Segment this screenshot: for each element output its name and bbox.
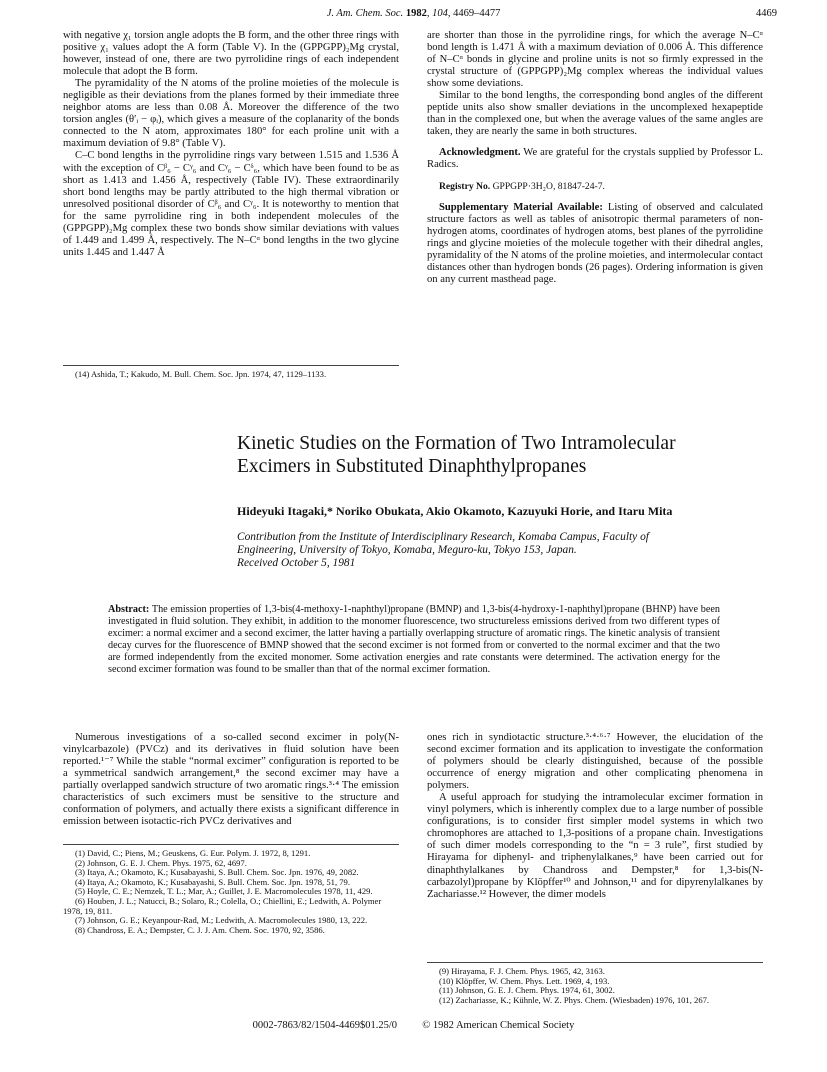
- paragraph: The pyramidality of the N atoms of the proline moieties of the molecule is negligible as their deviations from the planes formed by their immediate three neighbor atoms are less than 0.08 Å. Moreover the difference of the two torsion angles (θ′ᵢ − φᵢ), which gives a measure of the coplanarity of the bonds connected to the N atom, approximates 180° for each proline unit with a maximum deviation of 9.8° (Table V).: [63, 78, 399, 150]
- body-left-column: [63, 732, 399, 828]
- title-line: Kinetic Studies on the Formation of Two Intramolecular: [237, 433, 676, 454]
- footnote: (10) Klöpffer, W. Chem. Phys. Lett. 1969, 4, 193.: [439, 975, 610, 986]
- footnote: (6) Houben, J. L.; Natucci, B.; Solaro, R.; Colella, O.; Chiellini, E.; Ledwith, A. Polymer 1978, 19, 811.: [63, 895, 382, 916]
- price-code: 0002-7863/82/1504-4469$01.25/0: [252, 1020, 398, 1031]
- footnote: (2) Johnson, G. E. J. Chem. Phys. 1975, 62, 4697.: [75, 857, 247, 868]
- footnote: (8) Chandross, E. A.; Dempster, C. J. J. Am. Chem. Soc. 1970, 92, 3586.: [75, 924, 325, 935]
- supplementary-text: Listing of observed and calculated structure factors as well as tables of anisotropic thermal parameters of non-hydrogen atoms, coordinates of hydrogen atoms, best planes of the pyrrolidine rings and glycine moieties of the molecule together with their dihedral angles, pyramidality of the N atoms of the proline moieties, and intermolecular contact distances other than hydrogen bonds (26 pages). Ordering information is given on any current masthead page.: [427, 201, 763, 285]
- affiliation-line: Engineering, University of Tokyo, Komaba, Meguro-ku, Tokyo 153, Japan.: [237, 544, 577, 556]
- abstract-text: The emission properties of 1,3-bis(4-methoxy-1-naphthyl)propane (BMNP) and 1,3-bis(4-hydroxy-1-naphthyl)propane (BHNP) have been investigated in fluid solution. They exhibit, in addition to the monomer fluorescence, two structureless emissions derived from two different types of excimer: a normal excimer and a second excimer, the latter having a partially overlapping structure of aromatic rings. The kinetic analysis of transient decay curves for the fluorescence of BMNP showed that the second excimer is not formed from or converted to the normal excimer and that the two are formed independently from the excited monomer. Some activation energies and rate constants were determined. The activation energy for the second excimer formation was found to be smaller than that of the normal excimer formation.: [108, 604, 720, 675]
- supplementary-label: Supplementary Material Available:: [439, 201, 603, 213]
- acknowledgment-text: We are grateful for the crystals supplied by Professor L. Radics.: [427, 147, 763, 171]
- registry-number: [427, 181, 763, 193]
- acknowledgment: [427, 147, 763, 171]
- footnotes-right: [427, 967, 763, 1005]
- paragraph: A useful approach for studying the intramolecular excimer formation in vinyl polymers, which is inherently complex due to a large number of possible configurations, is to consider first simpler model systems in which two chromophores are attached to 1,3-positions of a propane chain. Investigations of such dimer models corresponding to the “n = 3 rule”, first studied by Hirayama for diphenyl- and triphenylalkanes,⁹ have been carried out for dinaphthylalkanes by Chandross and Dempster,⁸ for 1,3-bis(N-carbazolyl)propane by Klöpffer¹⁰ and Johnson,¹¹ and for dipyrenylalkanes by Zachariasse.¹² However, the dimer models: [427, 792, 763, 900]
- page-number: 4469: [756, 8, 777, 19]
- footnote: (1) David, C.; Piens, M.; Geuskens, G. Eur. Polym. J. 1972, 8, 1291.: [75, 848, 311, 858]
- paragraph: with negative χ₁ torsion angle adopts the B form, and the other three rings with positive χ₁ values adopt the A form (Table V). In the (GPPGPP)₂Mg crystal, however, instead of one, there are two pyrrolidine rings of each independent molecule that adopt the B form.: [63, 30, 399, 78]
- registry-text: GPPGPP·3H₂O, 81847-24-7.: [492, 180, 605, 192]
- paragraph: Similar to the bond lengths, the corresponding bond angles of the different peptide units also show smaller deviations in the uncomplexed hexapeptide than in the complexed one, but when the average values of the same angles are taken, they are nearly the same in both structures.: [427, 90, 763, 138]
- journal-name: J. Am. Chem. Soc.: [326, 8, 404, 19]
- prev-article-right-column: [427, 30, 763, 286]
- footnote-divider: [63, 365, 399, 366]
- paragraph: Numerous investigations of a so-called second excimer in poly(N-vinylcarbazole) (PVCz) and its derivatives in fluid solution have been reported.¹⁻⁷ While the stable “normal excimer” configuration is reported to be a symmetrical sandwich arrangement,⁸ the second excimer may have a partially overlapped sandwich structure of two aromatic rings.³·⁴ The emission characteristics of such excimers must be sensitive to the structure and conformation of polymers, and actually there exists a significant difference in emission between isotactic-rich PVCz derivatives and: [63, 732, 399, 828]
- paragraph: ones rich in syndiotactic structure.³·⁴·⁶·⁷ However, the elucidation of the second excimer formation and its application to investigate the conformation of polymers should be clearly distinguished, because of the possible occurrence of energy migration and other complicating phenomena in polymers.: [427, 732, 763, 792]
- footnote: (3) Itaya, A.; Okamoto, K.; Kusabayashi, S. Bull. Chem. Soc. Jpn. 1976, 49, 2082.: [75, 867, 359, 878]
- footnote: (14) Ashida, T.; Kakudo, M. Bull. Chem. Soc. Jpn. 1974, 47, 1129–1133.: [75, 369, 327, 379]
- footnote-divider: [427, 962, 763, 963]
- footnote: (5) Hoyle, C. E.; Nemzek, T. L.; Mar, A.; Guillet, J. E. Macromolecules 1978, 11, 429.: [75, 886, 373, 897]
- footnote: (9) Hirayama, F. J. Chem. Phys. 1965, 42, 3163.: [439, 966, 605, 976]
- copyright: © 1982 American Chemical Society: [422, 1020, 575, 1031]
- journal-year: 1982: [405, 8, 427, 19]
- affiliation-line: Contribution from the Institute of Interdisciplinary Research, Komaba Campus, Faculty of: [237, 531, 649, 543]
- abstract: [108, 604, 720, 676]
- footnote: (12) Zachariasse, K.; Kühnle, W. Z. Phys. Chem. (Wiesbaden) 1976, 101, 267.: [439, 994, 710, 1005]
- author-list: Hideyuki Itagaki,* Noriko Obukata, Akio Okamoto, Kazuyuki Horie, and Itaru Mita: [237, 504, 673, 518]
- paragraph: are shorter than those in the pyrrolidine rings, for which the average N–Cᵅ bond length is 1.471 Å with a maximum deviation of 0.006 Å. This difference of N–Cᵅ bonds in glycine and proline units is not so firmly expressed in the crystal structure of (GPPGPP)₂Mg complex whereas the individual values show some deviations.: [427, 30, 763, 90]
- footnote-divider: [63, 844, 399, 845]
- registry-label: Registry No.: [439, 180, 491, 192]
- received-date: Received October 5, 1981: [237, 557, 356, 569]
- article-title: [237, 432, 797, 478]
- journal-volume: 104: [432, 8, 448, 19]
- footnotes-left: [63, 849, 399, 935]
- acknowledgment-label: Acknowledgment.: [439, 147, 521, 159]
- paragraph: C–C bond lengths in the pyrrolidine rings vary between 1.515 and 1.536 Å with the exception of Cᵝ₆ − Cᵞ₆ and Cᵞ₆ − Cᵟ₆, which have been found to be as short as 1.413 and 1.456 Å, respectively (Table IV). These extraordinarily short bond lengths may be partly attributed to the high thermal vibration or unresolved positional disorder of Cᵝ₆ and Cᵞ₆. It is noteworthy to mention that for the same pyrrolidine ring in both independent molecules of the (GPPGPP)₂Mg complex these two bonds show similar deviations with values of 1.449 and 1.499 Å, respectively. The N–Cᵅ bond lengths in the two glycine units 1.445 and 1.447 Å: [63, 150, 399, 258]
- supplementary-material: [427, 202, 763, 286]
- abstract-label: Abstract:: [108, 604, 150, 615]
- body-right-column: [427, 732, 763, 901]
- footnote: (4) Itaya, A.; Okamoto, K.; Kusabayashi, S. Bull. Chem. Soc. Jpn. 1978, 51, 79.: [75, 876, 350, 887]
- journal-pages: 4469–4477: [453, 8, 501, 19]
- footnote: (7) Johnson, G. E.; Keyanpour-Rad, M.; Ledwith, A. Macromolecules 1980, 13, 222.: [75, 915, 368, 926]
- page-footer: [0, 1020, 827, 1031]
- affiliation: [237, 531, 797, 570]
- footnote: (11) Johnson, G. E. J. Chem. Phys. 1974, 61, 3002.: [439, 985, 615, 996]
- running-header: J. Am. Chem. Soc. 1982, 104, 4469–4477: [326, 8, 501, 19]
- prev-article-left-column: [63, 30, 399, 259]
- title-line: Excimers in Substituted Dinaphthylpropanes: [237, 456, 587, 477]
